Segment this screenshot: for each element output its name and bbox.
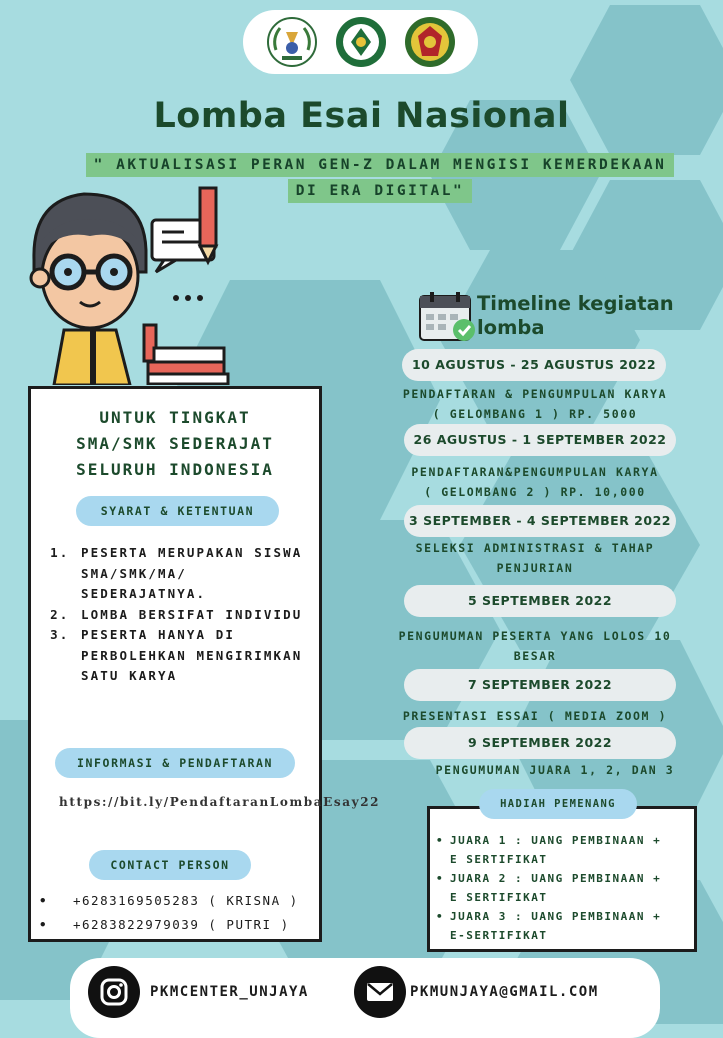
eligibility-heading [31,405,319,483]
prize-card [427,806,697,952]
timeline-desc-line: PENJURIAN [496,561,574,575]
timeline-title-line: Timeline kegiatan [477,292,674,315]
info-label: INFORMASI & PENDAFTARAN [55,748,295,778]
timeline-description [390,760,720,780]
contact-list [39,889,319,937]
timeline-description [370,384,700,424]
instagram-handle[interactable]: PKMCENTER_UNJAYA [150,984,309,1000]
timeline-date: 9 SEPTEMBER 2022 [404,727,676,759]
eligibility-card [28,386,381,942]
rules-list [65,543,315,687]
logo-bar [243,10,478,74]
timeline-date: 3 SEPTEMBER - 4 SEPTEMBER 2022 [404,505,676,537]
prize-list [436,831,692,945]
timeline-description [370,706,700,726]
rules-label: SYARAT & KETENTUAN [76,496,279,526]
prize-line: • JUARA 1 : UANG PEMBINAAN + [450,834,662,847]
page-title: Lomba Esai Nasional [153,96,570,136]
email-address[interactable]: PKMUNJAYA@GMAIL.COM [410,984,599,1000]
school-emblem-logo [335,16,387,68]
contact-phone[interactable]: +6283169505283 ( KRISNA ) [73,893,299,908]
timeline-desc-line: PENGUMUMAN JUARA 1, 2, DAN 3 [435,763,675,777]
timeline-title-line: lomba [477,316,545,339]
rule-item: 3. PESERTA HANYA DI PERBOLEHKAN MENGIRIMKAN SATU KARYA [79,625,315,687]
timeline-desc-line: PENDAFTARAN & PENGUMPULAN KARYA [402,387,668,401]
timeline-desc-line: ( GELOMBANG 2 ) RP. 10,000 [424,485,646,499]
rule-item: 2. LOMBA BERSIFAT INDIVIDU [79,605,315,626]
prize-line: • JUARA 2 : UANG PEMBINAAN + [450,872,662,885]
timeline-date: 7 SEPTEMBER 2022 [404,669,676,701]
timeline-desc-line: SELEKSI ADMINISTRASI & TAHAP [415,541,655,555]
student-writing-illustration [24,180,234,385]
timeline-description [370,538,700,578]
heading-line: SMA/SMK SEDERAJAT [76,434,274,453]
timeline-desc-line: PRESENTASI ESSAI ( MEDIA ZOOM ) [402,709,668,723]
timeline-title [477,292,674,340]
contact-item: • +6283169505283 ( KRISNA ) [39,889,319,913]
timeline-desc-line: PENDAFTARAN&PENGUMPULAN KARYA [411,465,659,479]
prize-line: E-SERTIFIKAT [450,929,548,942]
prize-item [436,869,692,907]
prize-label: HADIAH PEMENANG [479,789,637,819]
instagram-icon[interactable] [88,966,140,1018]
prize-item [436,831,692,869]
prize-line: E SERTIFIKAT [450,891,548,904]
prize-line: • JUARA 3 : UANG PEMBINAAN + [450,910,662,923]
contact-item: • +6283822979039 ( PUTRI ) [39,913,319,937]
timeline-date: 26 AGUSTUS - 1 SEPTEMBER 2022 [404,424,676,456]
contact-label: CONTACT PERSON [89,850,251,880]
pkm-center-logo [266,16,318,68]
subtitle-line-1: " AKTUALISASI PERAN GEN-Z DALAM MENGISI KEMERDEKAAN [86,153,675,177]
heading-line: SELURUH INDONESIA [76,460,274,479]
timeline-date: 5 SEPTEMBER 2022 [404,585,676,617]
rule-item: 1. PESERTA MERUPAKAN SISWA SMA/SMK/MA/ SEDERAJATNYA. [79,543,315,605]
subtitle-line-2: DI ERA DIGITAL" [288,179,472,203]
calendar-check-icon [416,290,478,344]
timeline-desc-line: ( GELOMBANG 1 ) RP. 5000 [432,407,638,421]
university-seal-logo [404,16,456,68]
timeline-description [370,462,700,502]
timeline-desc-line: BESAR [513,649,557,663]
heading-line: UNTUK TINGKAT [99,408,251,427]
prize-line: E SERTIFIKAT [450,853,548,866]
timeline-description [370,626,700,666]
registration-link[interactable]: https://bit.ly/PendaftaranLombaEsay22 [59,795,381,809]
email-icon[interactable] [354,966,406,1018]
timeline-desc-line: PENGUMUMAN PESERTA YANG LOLOS 10 [398,629,672,643]
footer-contact-bar [70,958,660,1038]
contact-phone[interactable]: +6283822979039 ( PUTRI ) [73,917,290,932]
timeline-date: 10 AGUSTUS - 25 AGUSTUS 2022 [402,349,666,381]
prize-item [436,907,692,945]
